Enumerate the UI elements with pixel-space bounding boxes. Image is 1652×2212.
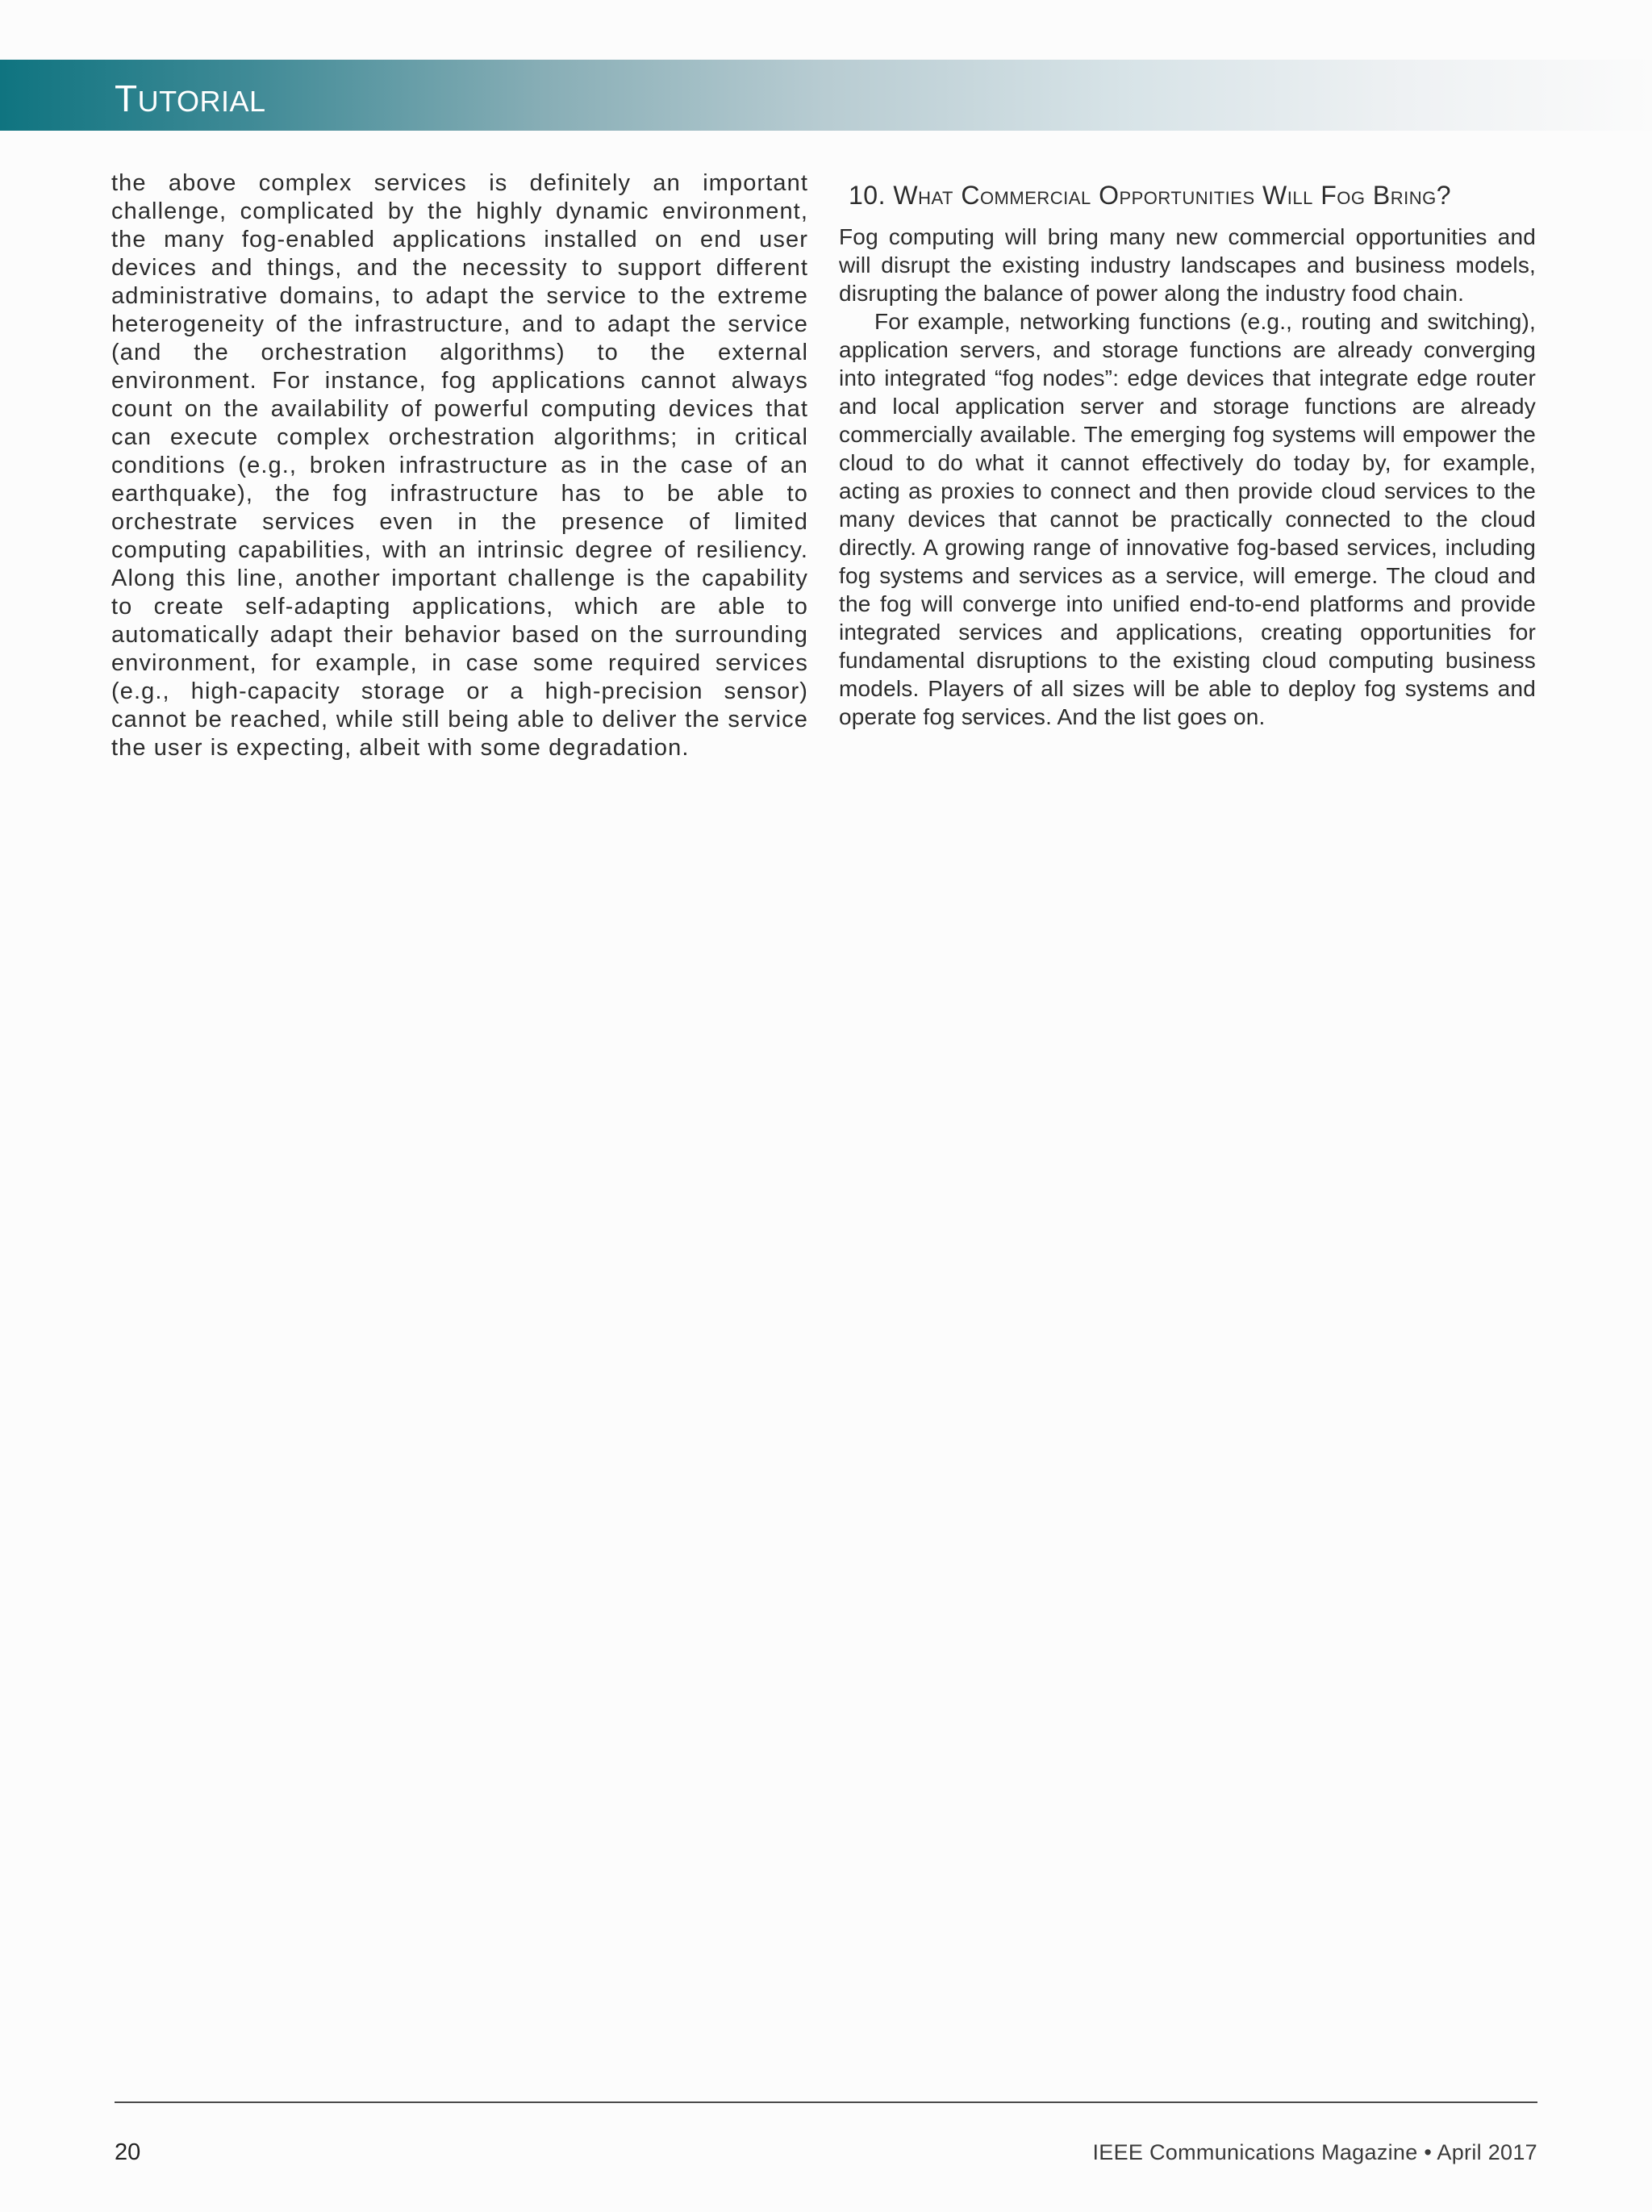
section-heading bbox=[849, 179, 1536, 211]
right-column-paragraph-1: Fog computing will bring many new commercial opportunities and will disrupt the existing industry landscapes and business models, disrupting the balance of power along the industry food chain. bbox=[839, 224, 1536, 306]
footer-rule bbox=[115, 2101, 1537, 2103]
section-heading-number: 10. bbox=[849, 181, 886, 210]
page-number: 20 bbox=[115, 2139, 141, 2165]
section-title-rest: UTORIAL bbox=[137, 85, 266, 118]
section-title-initial: T bbox=[115, 77, 138, 119]
left-column bbox=[111, 169, 808, 762]
left-column-paragraph: the above complex services is definitely an important challenge, complicated by the highly dynamic environment, the many fog-enabled applications installed on end user devices and things, and the necessity to support different administrative domains, to adapt the service to the extreme heterogeneity of the infrastructure, and to adapt the service (and the orchestration algorithms) to the external environment. For instance, fog applications cannot always count on the availability of powerful computing devices that can execute complex orchestration algorithms; in critical conditions (e.g., broken infrastructure as in the case of an earthquake), the fog infrastructure has to be able to orchestrate services even in the presence of limited computing capabilities, with an intrinsic degree of resiliency. Along this line, another important challenge is the capability to create self-adapting applications, which are able to automatically adapt their behavior based on the surrounding environment, for example, in case some required services (e.g., high-capacity storage or a high-precision sensor) cannot be reached, while still being able to deliver the service the user is expecting, albeit with some degradation. bbox=[111, 170, 808, 761]
journal-info: IEEE Communications Magazine • April 2017 bbox=[1092, 2140, 1537, 2164]
section-heading-text: What Commercial Opportunities Will Fog Bring? bbox=[893, 181, 1452, 210]
section-title bbox=[115, 77, 265, 126]
right-column bbox=[839, 169, 1536, 731]
right-column-paragraph-2: For example, networking functions (e.g., routing and switching), application servers, and storage functions are already converging into integrated “fog nodes”: edge devices that integrate edge router and local application server and storage functions are already commercially available. The emerging fog systems will empower the cloud to do what it cannot effectively do today by, for example, acting as proxies to connect and then provide cloud services to the many devices that cannot be practically connected to the cloud directly. A growing range of innovative fog-based services, including fog systems and services as a service, will emerge. The cloud and the fog will converge into unified end-to-end platforms and provide integrated services and applications, creating opportunities for fundamental disruptions to the existing cloud computing business models. Players of all sizes will be able to deploy fog systems and operate fog services. And the list goes on. bbox=[839, 309, 1536, 729]
